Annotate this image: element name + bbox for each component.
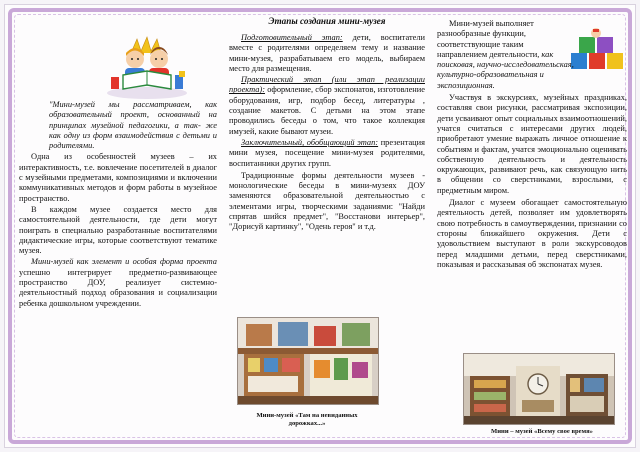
brochure-page <box>4 4 636 448</box>
mini-museum-photo-right <box>463 353 615 425</box>
self-activity-paragraph: В каждом музее создается место для самостоятельной деятельности, где дети могут поиграть в специально разработанные воспитателями дидактические игры, которые соответствуют тематике музея. <box>19 204 217 256</box>
intro-paragraph: "Мини-музей мы рассматриваем, как образовательный проект, основанный на принципах музейной педагогики, а так- же как одну из форм взаимодействия с детьми и родителями. <box>49 100 217 151</box>
traditional-forms-paragraph: Традиционные формы деятельности музеев - монологические беседы в мини-музеях ДОУ заменяются образовательной деятельностью с элементами игры, творческими заданиями: "Найди спрятав шийся предмет", "Восстанови интерьер", "Дорисуй картинку", "Одень героя" и т.д. <box>229 170 425 232</box>
stage-final: Заключительный, обобщающий этап: презентация мини музея, посещение мини-музея родителями, воспитанники других групп. <box>229 137 425 168</box>
dialogue-paragraph: Диалог с музеем обогащает самостоятельную деятельность детей, позволяет им удовлетворять свою потребность в самоутверждении, признании со стороны ближайшего окружения. Дети с удовольствием выступают в роли экскурсоводов перед младшими детьми, перед сверстниками, показывая и рассказывая об экспонатах музея. <box>437 198 627 269</box>
functions-paragraph: Мини-музей выполняет разнообразные функции, соответствующие таким направлением деятельности, как поисковая, научно-исследовательская, культурно-образовательная и экспозиционная. <box>437 19 574 90</box>
interactivity-paragraph: Одна из особенностей музеев – их интерактивность, т.е. вовлечение посетителей в диалог с музейными предметами, композициями и включении коммуникативных методов и форм работы в музейное пространство. <box>19 152 217 203</box>
page-title: Этапы создания мини-музея <box>268 16 386 26</box>
photo-caption-right: Мини – музей «Всему свое время» <box>491 428 593 435</box>
stage-preparatory: Подготовительный этап: дети, воспитатели вместе с родителями определяем тему и название мини-музея, разрабатываем его модель, выбираем место для размещения. <box>229 33 425 73</box>
photo-caption-left: Мини-музей «Там на невиданных дорожках...» <box>256 412 358 427</box>
excursions-paragraph: Участвуя в экскурсиях, музейных праздниках, составляя свои рисунки, рассматривая экспозиции, дети усваивают опыт социальных взаимоотношений, учатся считаться с интересами других людей, приобретают умение выражать личное отношение к событиям и фактам, учатся эмоционально оценивать собственную деятельность и деятельность окружающих, развивают речь, как связующую нить в общении со сверстниками, взрослыми, с предметным миром. <box>437 93 627 195</box>
mini-museum-photo-left <box>237 317 379 405</box>
integration-paragraph: Мини-музей как элемент и особая форма проекта успешно интегрирует предметно-развивающее пространство ДОУ, реализует системно-деятельностный подход образования и социализации ребенка дошкольном учреждении. <box>19 257 217 308</box>
children-reading-illustration <box>101 31 193 101</box>
stage-practical: Практический этап (или этап реализации проекта): оформление, сбор экспонатов, изготовление оборудования, игр, подбор бесед, литературы , создание макетов. С детьми на этом этапе проводились беседы о том, что такое коллекция имузей, какие бывают музеи. <box>229 75 425 136</box>
